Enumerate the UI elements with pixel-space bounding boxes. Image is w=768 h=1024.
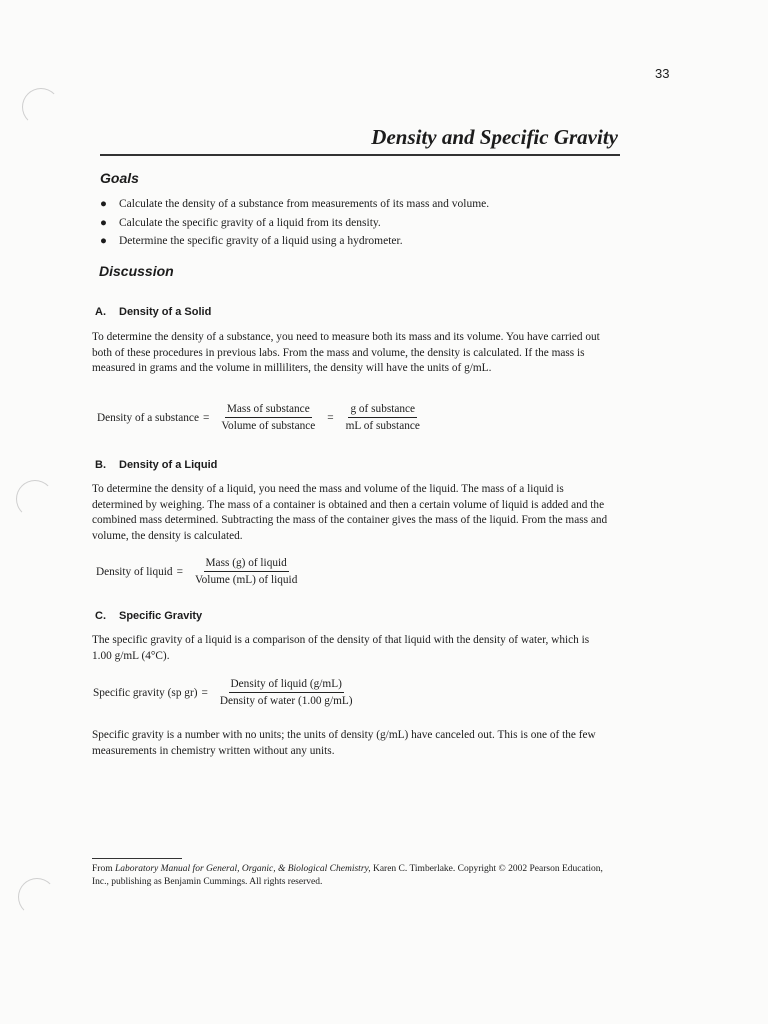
section-b-heading: B. Density of a Liquid: [95, 459, 218, 471]
discussion-heading: Discussion: [99, 263, 174, 279]
section-c-heading: C. Specific Gravity: [95, 610, 203, 622]
density-solid-equation: Density of a substance = $\frac{\text{Mass of substance}}{\text{Volume of substance}}$ = $\frac{\text{g of substance}}{\text{mL of substance}}$: [97, 403, 420, 432]
goal-item: ● Calculate the specific gravity of a liquid from its density.: [100, 216, 381, 229]
section-b-text: To determine the density of a liquid, you need the mass and volume of the liquid. The mass of a liquid is determined by weighing. The mass of a container is obtained and then a certain volume of liquid is added and the combined mass determined. Subtracting the mass of the container gives the mass of the liquid. From the mass and volume, the density is calculated.: [92, 483, 608, 542]
section-c-text: The specific gravity of a liquid is a comparison of the density of that liquid with the density of water, which is 1.00 g/mL (4°C).: [92, 634, 590, 662]
section-c-text-2: Specific gravity is a number with no units; the units of density (g/mL) have canceled out. This is one of the few measurements in chemistry written without any units.: [92, 729, 596, 757]
footnote: From Laboratory Manual for General, Organic, & Biological Chemistry, Karen C. Timberlake. Copyright © 2002 Pearson Education, Inc., publishing as Benjamin Cummings. All rights reserved.: [92, 864, 603, 887]
specific-gravity-equation: Specific gravity (sp gr) = $\frac{\text{Density of liquid (g/mL)}}{\text{Density of water (1.00 g/mL)}}$: [93, 678, 353, 707]
density-liquid-equation: Density of liquid = $\frac{\text{Mass (g) of liquid}}{\text{Volume (mL) of liquid}}$: [96, 557, 298, 586]
footnote-divider: [92, 858, 182, 859]
section-a-text: To determine the density of a substance, you need to measure both its mass and its volume. You have carried out both of these procedures in previous labs. From the mass and volume, the density is calculated. If the mass is measured in grams and the volume in milliliters, the density will have the units of g/mL.: [92, 331, 600, 374]
section-a-heading: A. Density of a Solid: [95, 306, 212, 318]
goals-list: [100, 195, 489, 251]
goal-item: ● Determine the specific gravity of a liquid using a hydrometer.: [100, 235, 403, 247]
goals-heading: Goals: [100, 170, 139, 186]
page-title: Density and Specific Gravity: [371, 125, 618, 149]
punch-hole-middle: [16, 480, 54, 518]
page-number: 33: [655, 66, 670, 81]
title-divider: [100, 154, 620, 156]
punch-hole-bottom: [18, 878, 56, 916]
punch-hole-top: [22, 88, 60, 126]
goal-item: ● Calculate the density of a substance from measurements of its mass and volume.: [100, 198, 490, 210]
